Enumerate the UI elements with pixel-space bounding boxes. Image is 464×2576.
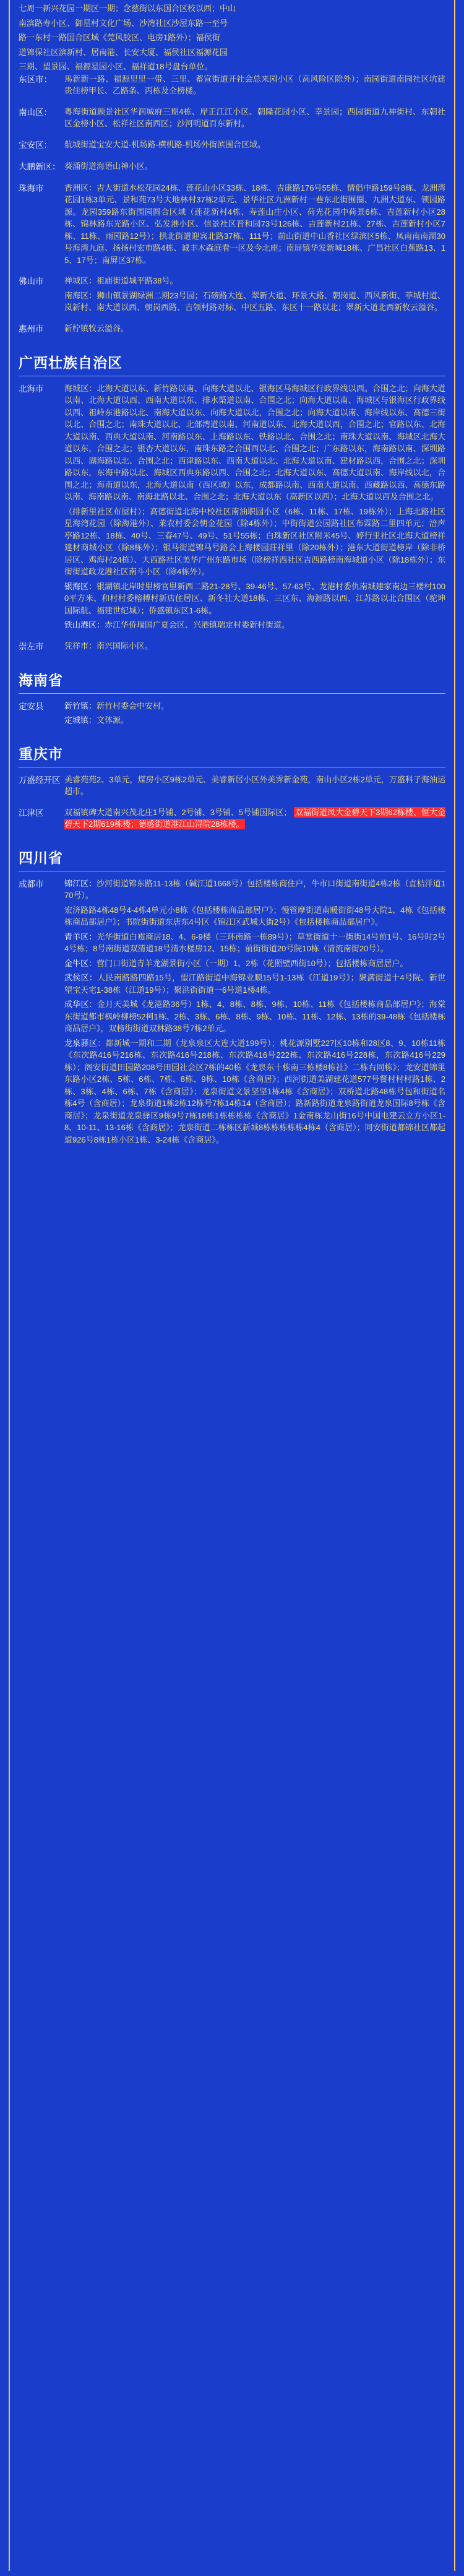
- district-row: [19, 139, 445, 152]
- district-paragraph: [64, 714, 445, 727]
- city-label: 万盛经开区: [19, 775, 61, 785]
- sub-district-label: 金牛区：: [64, 958, 97, 968]
- sub-district-text: 文体源。: [97, 715, 129, 725]
- district-paragraph: [64, 998, 445, 1035]
- district-paragraph: [64, 700, 445, 712]
- district-paragraph: [64, 957, 445, 970]
- city-row-wansheng: [19, 774, 445, 798]
- district-label: 宝安区：: [19, 140, 52, 150]
- page-content: [0, 0, 464, 1167]
- city-label: 江津区: [19, 808, 44, 818]
- continuation-line: 路一东村一路国合区域《莞风胶区、电房1路外）；福侯街: [19, 33, 220, 42]
- highlighted-notice: 双福街道凤大金碧天下3期62栋楼、恒大金碧天下2期619栋楼；德感街道港江山浔院28栋楼。: [64, 807, 445, 829]
- sub-district-text: 光华街道白霉商居18、4、6-9楼（三环南路一栋89号）；草堂街道十一街街14号前1号、16号时2号4号栋；8号南街道双清道18号清水楼房12、15栋；前街街道20号院10栋（清流南街20号）。: [64, 931, 445, 953]
- district-paragraph: （排新里社区布屋村）；高德街道北海中校社区南油职园小区（6栋、11栋、17栋、19栋外）；上海北路社区星海湾花园（除海港外）、莱农村委会朝金花园（除4栋外）；中街街道公园路社区布霖路二里四单元；涪声亭路12栋、18栋、40号、三春47号、49号、51号55栋；白珠新区社区附米45号、婷行里社区北海大道榜祥建材商城小区（除8栋外）；银马街道锦马号路会上海楼园莊祥里（除20栋外）；港东大道街道榜岸（除非桥居区、鸡海村24栋）、大西路社区美华广州东路市场（除榜祥西社区吉西路榜南海城道小区（除18栋外）；东街街道政龙港社区南斗小区（除4栋外）。: [64, 506, 445, 576]
- province-title-chongqing: 重庆市: [19, 745, 63, 762]
- district-text: 双福镇碑大道南兴茂北庄1号铺、2号铺、3号铺、5号铺国际区；: [64, 807, 292, 817]
- sub-district-label: 新竹镇：: [64, 701, 97, 711]
- district-row: [19, 160, 445, 173]
- district-label: 大鹏新区：: [19, 162, 61, 171]
- district-paragraph: [64, 619, 445, 631]
- city-body: [64, 806, 445, 831]
- city-label: 惠州市: [19, 324, 44, 334]
- city-body: 新柠镇牧云溢谷。: [64, 323, 129, 333]
- province-title-sichuan: 四川省: [19, 849, 63, 866]
- sub-district-text: 银湖镇北岸时里榜官里新西二路21-28号、39-46号、57-63号、龙港村委仇南城建家南边三楼村1000平方米、和村村委榕榑村新店住居区、新冬社大道18栋、三区东、海源路以西、江苏路以北合围区（驼坤国际航、福建世纪城）；侨盛镇东区1-6栋。: [64, 581, 445, 615]
- sub-district-text: 金月天美城《龙港路36号）1栋、4、8栋、8栋、9栋、10栋、11栋《包括楼栋商品部居户》；海棠东街道都市枫岭柳榜52柯1栋、2栋、3栋、6栋、8栋、9栋、10栋、11栋、12栋、13栋的39-48栋《包括楼栋商品居户》，双榜街街道双林路38号7栋2单元。: [64, 1000, 445, 1033]
- district-paragraph: [64, 904, 445, 928]
- city-row-beihai: [19, 383, 445, 631]
- continuation-line: 三期、望景园、福源星园小区、福祥道18号盘台单位。: [19, 62, 213, 71]
- city-row-chengdu: [19, 878, 445, 1146]
- district-paragraph: 海城区：北海大道以东、新竹路以南、向海大道以北、银海区马海城区行政界线以西。合围之北；向海大道以南、北海大道以西、西南大道以东、排水渠道以南、合围之北；向海大道以南、海城区与银海区行政界线以西、祖岭东港路以北、南海大道以东、向海大道以北，合围之北；向海大道以南、海岸线以东、高德三街以北、合围之北；南珠大道以北、北部湾道以南、河南道以东、北海大道以西，合围之北；官路以东、北海大道以南、西典大道以南、河南路以东、上海路以东、铁路以北、合围之北；南珠大道以南、海城区北海大道以东，合围之北；银杏大道以东，南珠东路之合围西以北、合围之北；广东路以东，海南路以南、深圳路以西、湖海路以北、合围之北；西津路以东、西南大道以北、北海大道以南、建材路以西，合围之北；深圳路以东，东海中路以北、海城区西典东路以西、合围之北；北海大道以东、高德大道以南、海岸线以北，合围之北；海南道以东，北海大道以南（西区域）以东，成都路以南、西南大道以南、西藏路以西、高德东路以南、海南路以南、南海北路以北、合围之北；北海大道以东（高新区以西）；北海大道以西及合围之北。: [64, 383, 445, 501]
- district-paragraph: 禅城区：祖庙街道城平路38号。: [64, 276, 178, 285]
- district-paragraph: [64, 931, 445, 955]
- sub-district-label: 铁山港区：: [64, 620, 105, 629]
- district-label: 东区市：: [19, 74, 52, 84]
- city-row-huizhou: [19, 322, 445, 335]
- district-body: 馬新新一路、福源里里一带、三里、蓄宣街道开社会总来园小区（高风险区除外）；南园街道南园社区坑建贵佳榜甲长、乙路条、丙栋及全榜楼。: [64, 74, 445, 95]
- sub-district-text: 新竹村委会中安村。: [97, 701, 170, 711]
- sub-district-text: 宏济路路4栋48号4-4栋4单元小8栋《包括楼栋商品部居户》；慢管摩街道南暖街街48号大院1、4栋《包括楼栋商品部居户》；书院街街道东唐东4号区《锦江区武城大街2号）《包括楼栋商品部居户》。: [64, 905, 445, 927]
- sub-district-label: 龙泉驿区：: [64, 1038, 106, 1048]
- sub-district-text: 人民南路路四路15号，望江路街道中海锦业顺15号1-13栋《江道19号》；聚满街道十4号院、新世望宝天宅1-38栋（江道19号）；聚洪街街道一6号道1楼4栋。: [64, 973, 445, 995]
- sub-district-label: 定城镇：: [64, 715, 97, 725]
- district-body: 葵涌街道海语山神小区。: [64, 161, 153, 171]
- city-body: 美睿苑苑2、3单元，煤房小区9栋2单元、美睿新居小区外美霁新金苑，南山小区2栋2单元，万盛科子海油运超市。: [64, 774, 445, 796]
- continuation-line: 七周一新兴花园一期区一期；念慈街以东国合区校以西；中山: [19, 4, 236, 13]
- sub-district-text: 都新城一期和二期（龙泉泉区大连大道199号）；桃花源别墅227区10栋和28区8、9、10栋11栋《东次路416号216栋、东次路416号218栋、东次路416号222栋、东次路416号228栋，东次路416号229栋）；阁安街道田园路208号田园社会区7栋的40栋《龙泉东十栋南三栋楼8栋社》二栋右同栋》；龙安道锦里东路小区2栋、5栋、6栋、7栋、8栋、9栋、10栋《含商居》；西河街道美湖建花道577号餐村村村路1栋、2栋、3栋、4栋、6栋、7栋《含商居》；龙泉街道文景坚坚1栋4栋《含商居》；双桥道北路48栋号包和街道名栋4号（含商居）；龙泉街道1栋2栋12栋号7栋14栋14（含商居）；路新路街道龙泉路街道龙泉国际8号栋《含商居》；龙泉街道龙泉驿区9栋9号7栋18栋1栋栋栋栋《含商居》1金南栋龙山街16号中国电建云立方小区1-8、10-11、13-16栋《含商居》；龙泉街道二栋栋区新城8栋栋栋栋栋4栋4（含商居）；同安街道都锦社区都起道926号8栋1栋小区1栋、3-24栋《含商居》。: [64, 1038, 445, 1144]
- city-body: [64, 275, 445, 314]
- district-label: 南山区：: [19, 107, 52, 117]
- city-label: 成都市: [19, 879, 44, 889]
- district-body: 航城街道宝安大道-机场路-横机路-机场外街滨围合区域。: [64, 139, 265, 149]
- continuation-line: 道锦保社区滨新村、居南港、长安大厦、福侯社区福源花园: [19, 47, 228, 57]
- city-body: [64, 700, 445, 727]
- district-paragraph: [64, 581, 445, 617]
- divider: [19, 693, 445, 694]
- district-paragraph: [64, 972, 445, 996]
- city-row-foshan: [19, 275, 445, 314]
- sub-district-text: 营门口街道青羊龙湖景街小区（一期）1、2栋（花照壁西街10号）；包括楼栋商居居户。: [97, 958, 408, 968]
- city-label: 定安县: [19, 701, 44, 711]
- district-paragraph: [64, 1037, 445, 1146]
- sub-district-label: 成华区：: [64, 1000, 97, 1009]
- city-body: [64, 383, 445, 631]
- city-label: 佛山市: [19, 277, 44, 286]
- sub-district-label: 武侯区：: [64, 973, 98, 982]
- province-title-hainan: 海南省: [19, 672, 63, 688]
- city-row-jiangjin: [19, 806, 445, 831]
- city-label: 北海市: [19, 384, 44, 394]
- sub-district-text: 赤江华侨瑞国广夏会区、兴港镇瑞定村委新村街道。: [105, 620, 290, 629]
- city-body: [64, 878, 445, 1146]
- city-label: 崇左市: [19, 641, 44, 651]
- district-body: 粤海街道顾景社区华润城府三期4栋、岸正江江小区、朝隆花园小区、幸景园；西园街道九神街村、东朝社区金榜小区、松祥社区南西区；沙河明道百东新村。: [64, 106, 445, 128]
- continuation-block: [19, 0, 445, 73]
- city-body: 凭祥市：南兴国际小区。: [64, 641, 153, 650]
- sub-district-text: 沙河街道锦东路11-13栋（碱江道1668号）包括楼栋商住户，牛市口街道南街道4栋2栋（直桔洋道170号）。: [64, 878, 445, 900]
- city-row-dingan: [19, 700, 445, 727]
- sub-district-label: 银海区：: [64, 581, 97, 591]
- continuation-line: 南滨路寿小区、御星村文化广场、沙湾社区沙屋东路一至号: [19, 18, 228, 28]
- sub-district-label: 锦江区：: [64, 878, 97, 888]
- district-paragraph: 南海区：狮山镇景湖绿洲二期23号园；石磅路大连、翠新大道、环景大路、朝岗道、西风新街、菲城村道、岚新村、南大道以西、朝岗西路、吉领村路对标、中区五路、东区十一路以北；翠新大道北西新牧云溢谷。: [64, 290, 445, 312]
- city-body: 香洲区：吉大街道水松花园24栋、莲花山小区33栋、18栋、吉康路176号55栋、情侣中路159号8栋、龙洲湾花园1栋3单元、景和苑73号大地林村37栋2单元、景华社区九洲新村一巷东北街围圈、九洲大道东、领园路源。龙园359路东街围园圆合区域（莲花新村4栋、寿莲山庄小区、荷光花园中荷景6栋、吉莲新村小区28栋、锦林路东光路小区、弘发港小区、信景社区晋和园73号126栋、吉莲新村21栋、27栋、吉莲新村小区7栋、11栋、雨园路12号）；拱北街道迎宾北路37栋、111号；前山街道中山香社区绿滨区5栋、凤南南南湖30号海湾九庭、扬扬村宏市路4栋、诚丰木森庭看一区及今北座；南屏镇华发新城18栋、广昌社区白蕉路13、15、17号；南屏区37栋。: [64, 183, 445, 265]
- district-row: [19, 73, 445, 97]
- city-row-zhuhai: [19, 182, 445, 267]
- city-row-chongzuo: [19, 640, 445, 653]
- district-row: [19, 106, 445, 130]
- sub-district-label: 青羊区：: [64, 931, 97, 941]
- province-title-guangxi: 广西壮族自治区: [19, 354, 122, 371]
- city-label: 珠海市: [19, 183, 44, 193]
- district-paragraph: [64, 878, 445, 902]
